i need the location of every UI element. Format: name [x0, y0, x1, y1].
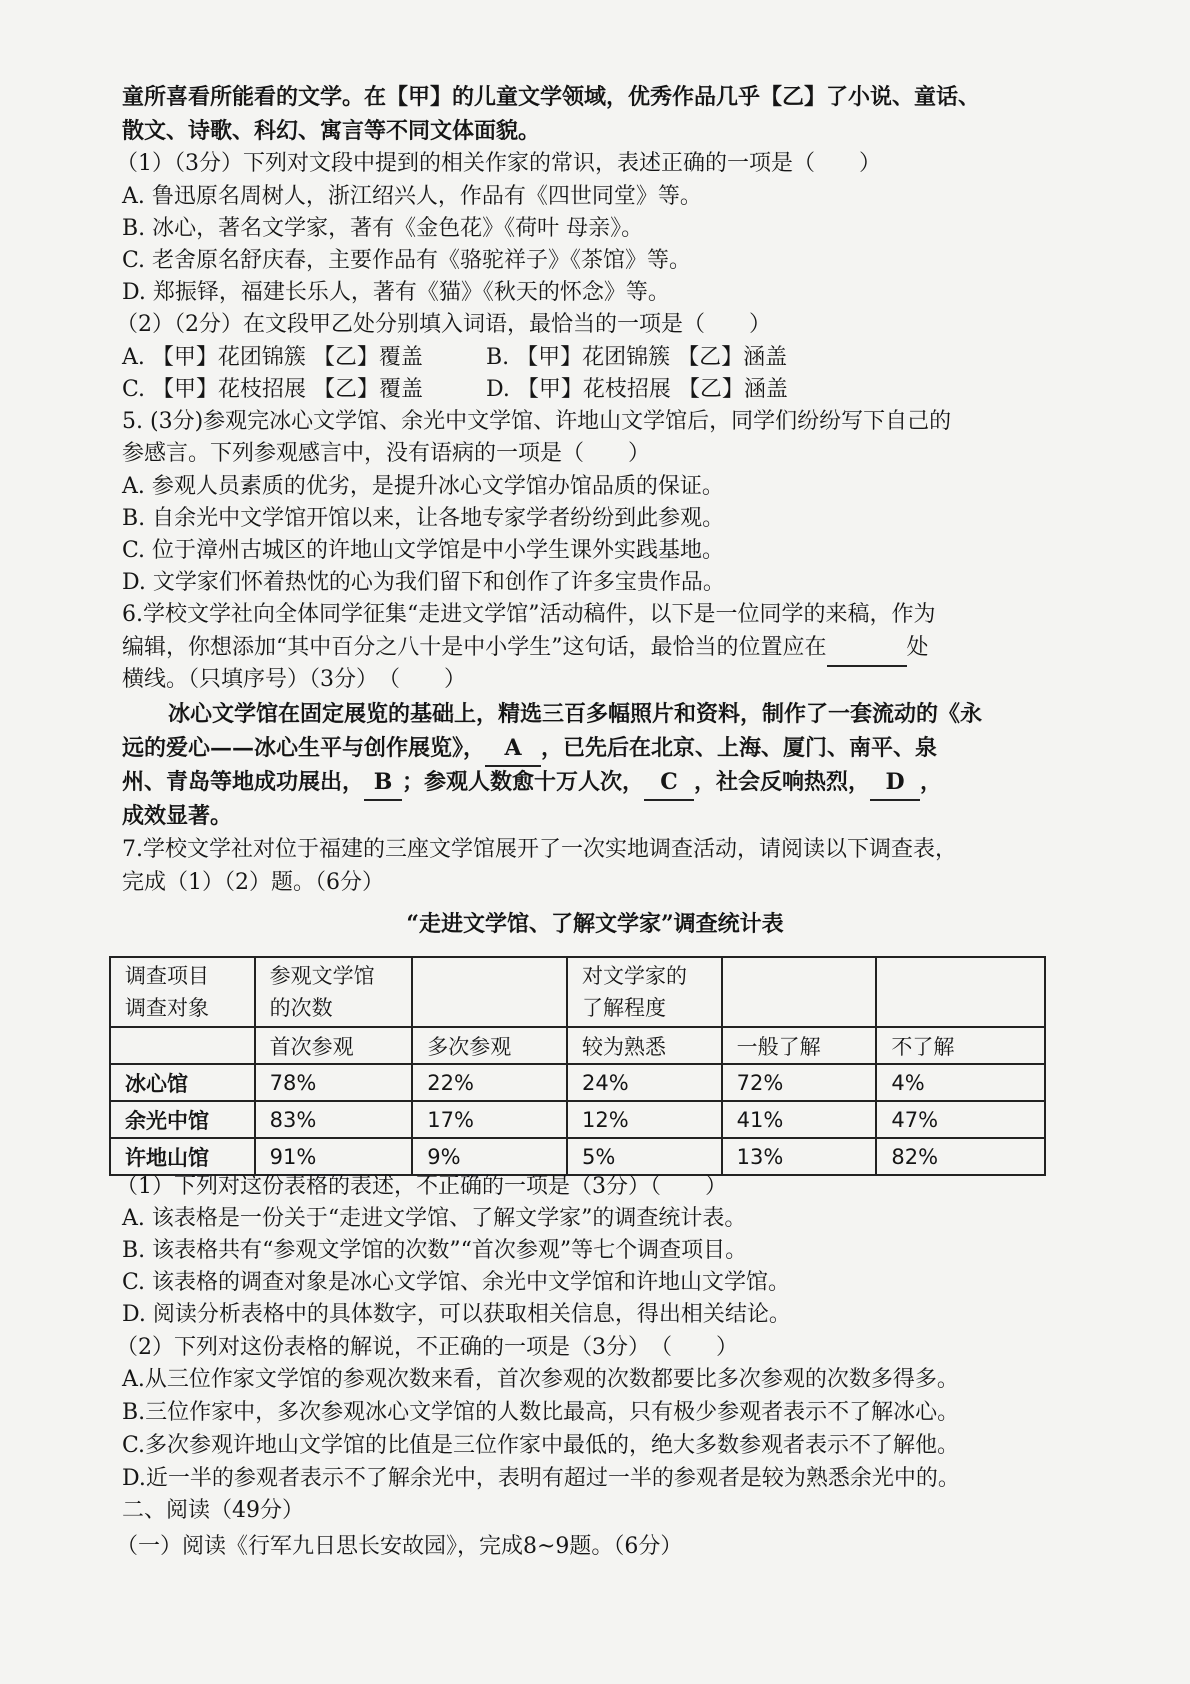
- q4-sub2-option-d: D. 【甲】花枝招展 【乙】涵盖: [486, 377, 788, 402]
- row-label: 余光中馆: [110, 1101, 255, 1138]
- group-header-visits: [255, 957, 413, 1027]
- row-label: 许地山馆: [110, 1138, 255, 1175]
- intro-line-1: 童所喜看所能看的文学。在【甲】的儿童文学领域，优秀作品几乎【乙】了小说、童话、: [122, 84, 981, 110]
- q4-sub2-option-b: B. 【甲】花团锦簇 【乙】涵盖: [486, 345, 788, 370]
- table-cell: 24%: [567, 1064, 722, 1101]
- q7-sub1-option-b: B. 该表格共有“参观文学馆的次数”“首次参观”等七个调查项目。: [122, 1238, 748, 1263]
- table-cell: 17%: [412, 1101, 567, 1138]
- q6-passage-text-3b: ；参观人数愈十万人次，: [402, 769, 645, 795]
- q6-passage-line-4: 成效显著。: [122, 803, 233, 829]
- column-header: 首次参观: [255, 1027, 413, 1064]
- q6-stem-line-3: 横线。（只填序号）（3分） （ ）: [122, 667, 466, 692]
- q6-stem-line-1: 6.学校文学社向全体同学征集“走进文学馆”活动稿件，以下是一位同学的来稿，作为: [122, 602, 936, 627]
- table-corner-cell: [110, 957, 255, 1027]
- empty-header-cell: [722, 957, 877, 1027]
- group-visits-line-1: 参观文学馆: [269, 964, 375, 988]
- q6-passage-text-2b: ，已先后在北京、上海、厦门、南平、泉: [541, 735, 938, 761]
- survey-table: [109, 956, 1046, 1176]
- q5-stem-line-2: 参感言。下列参观感言中，没有语病的一项是（ ）: [122, 441, 651, 466]
- q7-sub1-option-a: A. 该表格是一份关于“走进文学馆、了解文学家”的调查统计表。: [122, 1206, 747, 1231]
- table-cell: 9%: [412, 1138, 567, 1175]
- table-cell: 47%: [876, 1101, 1045, 1138]
- q5-option-a: A. 参观人员素质的优劣，是提升冰心文学馆办馆品质的保证。: [122, 474, 724, 499]
- table-title: “走进文学馆、了解文学家”调查统计表: [406, 911, 784, 937]
- blank-d: D: [870, 765, 920, 801]
- q7-sub1-option-c: C. 该表格的调查对象是冰心文学馆、余光中文学馆和许地山文学馆。: [122, 1270, 791, 1295]
- q6-passage-text-3c: ，社会反响热烈，: [694, 769, 871, 795]
- table-cell: 72%: [722, 1064, 877, 1101]
- table-column-header-row: [110, 1027, 1045, 1064]
- q6-passage-line-1: 冰心文学馆在固定展览的基础上，精选三百多幅照片和资料，制作了一套流动的《永: [168, 701, 983, 727]
- q5-option-c: C. 位于漳州古城区的许地山文学馆是中小学生课外实践基地。: [122, 538, 725, 563]
- q6-passage-text-3a: 州、青岛等地成功展出，: [122, 769, 365, 795]
- row-label: 冰心馆: [110, 1064, 255, 1101]
- q7-stem-line-2: 完成（1）（2）题。（6分）: [122, 870, 384, 895]
- column-header: 一般了解: [722, 1027, 877, 1064]
- table-row: [110, 1101, 1045, 1138]
- answer-blank[interactable]: [827, 631, 907, 667]
- q4-sub1-option-b: B. 冰心，著名文学家，著有《金色花》《荷叶 母亲》。: [122, 216, 644, 241]
- q6-passage-text-2a: 远的爱心——冰心生平与创作展览》，: [122, 735, 486, 761]
- q6-stem-line-2: [122, 631, 1052, 667]
- q4-sub2-stem: （2）（2分）在文段甲乙处分别填入词语，最恰当的一项是（ ）: [116, 312, 771, 337]
- empty-header-cell: [110, 1027, 255, 1064]
- table-cell: 41%: [722, 1101, 877, 1138]
- table-cell: 13%: [722, 1138, 877, 1175]
- q7-sub1-stem: （1）下列对这份表格的表述，不正确的一项是（3分）（ ）: [116, 1174, 727, 1199]
- table-header-row: [110, 957, 1045, 1027]
- q7-sub2-option-b: B.三位作家中，多次参观冰心文学馆的人数比最高，只有极少参观者表示不了解冰心。: [122, 1400, 960, 1425]
- blank-c: C: [644, 765, 694, 801]
- column-header: 不了解: [876, 1027, 1045, 1064]
- q4-sub1-option-c: C. 老舍原名舒庆春，主要作品有《骆驼祥子》《茶馆》等。: [122, 248, 692, 273]
- q4-sub2-option-a: A. 【甲】花团锦簇 【乙】覆盖: [122, 345, 423, 370]
- blank-a: A: [485, 731, 541, 767]
- table-cell: 82%: [876, 1138, 1045, 1175]
- group-familiarity-line-2: 了解程度: [581, 996, 666, 1020]
- corner-label-subjects: 调查对象: [125, 996, 209, 1020]
- empty-header-cell: [876, 957, 1045, 1027]
- q4-sub1-option-a: A. 鲁迅原名周树人，浙江绍兴人，作品有《四世同堂》等。: [122, 184, 702, 209]
- empty-header-cell: [412, 957, 567, 1027]
- q7-sub1-option-d: D. 阅读分析表格中的具体数字，可以获取相关信息，得出相关结论。: [122, 1302, 791, 1327]
- q6-stem-line-2-end: 处: [906, 635, 929, 660]
- section-heading: 二、阅读（49分）: [122, 1498, 304, 1523]
- table-cell: 22%: [412, 1064, 567, 1101]
- column-header: 较为熟悉: [567, 1027, 722, 1064]
- q7-sub2-option-c: C.多次参观许地山文学馆的比值是三位作家中最低的，绝大多数参观者表示不了解他。: [122, 1433, 960, 1458]
- q6-passage-line-3: 州、青岛等地成功展出， B ；参观人数愈十万人次， C ，社会反响热烈， D ，: [122, 765, 1052, 801]
- table-cell: 83%: [255, 1101, 413, 1138]
- table-cell: 91%: [255, 1138, 413, 1175]
- intro-line-2: 散文、诗歌、科幻、寓言等不同文体面貌。: [122, 118, 541, 144]
- q5-stem-line-1: 5. (3分)参观完冰心文学馆、余光中文学馆、许地山文学馆后，同学们纷纷写下自己的: [122, 409, 952, 434]
- blank-b: B: [364, 765, 402, 801]
- table-cell: 12%: [567, 1101, 722, 1138]
- corner-label-items: 调查项目: [125, 964, 209, 988]
- q7-stem-line-1: 7.学校文学社对位于福建的三座文学馆展开了一次实地调查活动，请阅读以下调查表，: [122, 837, 957, 862]
- group-visits-line-2: 的次数: [269, 996, 333, 1020]
- q4-sub1-stem: （1）（3分）下列对文段中提到的相关作家的常识，表述正确的一项是（ ）: [116, 151, 881, 176]
- q7-sub2-stem: （2）下列对这份表格的解说，不正确的一项是（3分） （ ）: [116, 1335, 738, 1360]
- q6-passage-line-2: [122, 731, 1052, 767]
- q5-option-b: B. 自余光中文学馆开馆以来，让各地专家学者纷纷到此参观。: [122, 506, 725, 531]
- table-cell: 78%: [255, 1064, 413, 1101]
- q4-sub2-option-c: C. 【甲】花枝招展 【乙】覆盖: [122, 377, 424, 402]
- group-familiarity-line-1: 对文学家的: [581, 964, 687, 988]
- q6-stem-line-2-text: 编辑，你想添加“其中百分之八十是中小学生”这句话，最恰当的位置应在: [122, 635, 827, 660]
- q7-sub2-option-a: A.从三位作家文学馆的参观次数来看，首次参观的次数都要比多次参观的次数多得多。: [122, 1367, 959, 1392]
- q7-sub2-option-d: D.近一半的参观者表示不了解余光中，表明有超过一半的参观者是较为熟悉余光中的。: [122, 1466, 960, 1491]
- table-row: [110, 1064, 1045, 1101]
- group-header-familiarity: [567, 957, 722, 1027]
- table-cell: 5%: [567, 1138, 722, 1175]
- column-header: 多次参观: [412, 1027, 567, 1064]
- table-cell: 4%: [876, 1064, 1045, 1101]
- q5-option-d: D. 文学家们怀着热忱的心为我们留下和创作了许多宝贵作品。: [122, 570, 725, 595]
- q4-sub1-option-d: D. 郑振铎，福建长乐人，著有《猫》《秋天的怀念》等。: [122, 280, 670, 305]
- section-subheading: （一）阅读《行军九日思长安故园》，完成8~9题。（6分）: [116, 1534, 683, 1559]
